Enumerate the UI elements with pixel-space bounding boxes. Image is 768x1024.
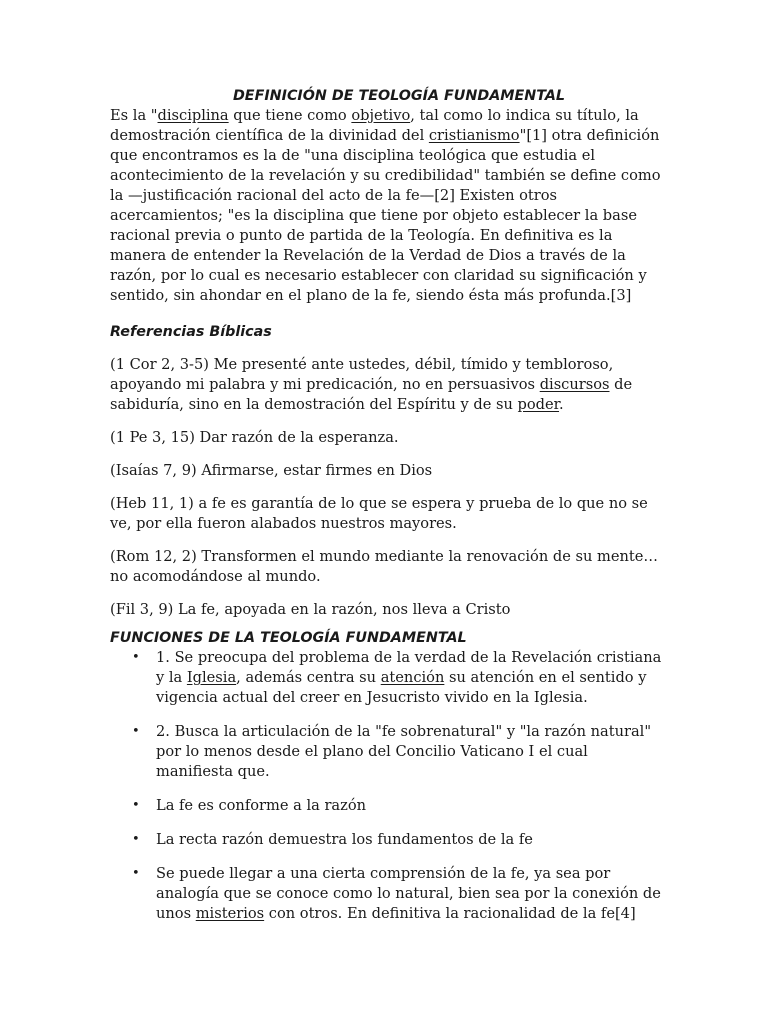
link-cristianismo[interactable]: cristianismo [428,127,520,144]
reference-1pe: (1 Pe 3, 15) Dar razón de la esperanza. [110,429,399,446]
link-atencion[interactable]: atención [380,669,445,686]
list-item: • 2. Busca la articulación de la "fe sobrenatural" y "la razón natural" por lo menos desde el plano del Concilio Vaticano I el cual manifiesta que. [110,722,668,782]
function-1-text-b: , además centra su [236,669,381,686]
function-5-text-a: Se puede llegar a una cierta comprensión de la fe, ya sea por analogía que se conoce como lo natural, bien sea por la conexión de unos [156,865,661,922]
reference-1cor-text-a: (1 Cor 2, 3-5) Me presenté ante ustedes, débil, tímido y tembloroso, apoyando mi palabra y mi predicación, no en persuasivos [110,356,614,393]
intro-text-3: , tal como lo indica su título, la demostración científica de la divinidad del [110,107,639,144]
function-5-text-b: con otros. En definitiva la racionalidad de la fe[4] [264,905,636,922]
reference-1cor-text-c: . [559,396,564,413]
link-disciplina[interactable]: disciplina [157,107,229,124]
functions-list [110,648,668,924]
reference-rom: (Rom 12, 2) Transformen el mundo mediante la renovación de su mente… no acomodándose al mundo. [110,548,658,585]
reference-isaias: (Isaías 7, 9) Afirmarse, estar firmes en Dios [110,462,433,479]
link-discursos[interactable]: discursos [539,376,610,393]
list-item [110,864,668,924]
functions-heading: FUNCIONES DE LA TEOLOGÍA FUNDAMENTAL [110,630,467,646]
link-iglesia[interactable]: Iglesia [186,669,237,686]
page-title: DEFINICIÓN DE TEOLOGÍA FUNDAMENTAL [232,88,566,104]
list-item: • La recta razón demuestra los fundamentos de la fe [110,830,668,850]
function-1-text-c: su atención en el sentido y vigencia actual del creer en Jesucristo vivido en la Iglesia. [156,669,647,706]
link-poder[interactable]: poder [517,396,560,413]
function-1-text-a: 1. Se preocupa del problema de la verdad de la Revelación cristiana y la [156,649,662,686]
list-item: • La fe es conforme a la razón [110,796,668,816]
intro-text-1: Es la " [110,107,158,124]
reference-1cor [110,355,668,415]
reference-1cor-text-b: de sabiduría, sino en la demostración del Espíritu y de su [110,376,633,413]
intro-text-4: "[1] otra definición que encontramos es la de "una disciplina teológica que estudia el acontecimiento de la revelación y su credibilidad" también se define como la —justificación racional del acto de la fe—[2] Existen otros acercamientos; "es la disciplina que tiene por objeto establecer la base racional previa o punto de partida de la Teología. En definitiva es la manera de entender la Revelación de la Verdad de Dios a través de la razón, por lo cual es necesario establecer con claridad su significación y sentido, sin ahondar en el plano de la fe, siendo ésta más profunda.[3] [110,127,661,304]
intro-text-2: que tiene como [228,107,352,124]
intro-paragraph [110,106,668,306]
link-objetivo[interactable]: objetivo [351,107,411,124]
reference-heb: (Heb 11, 1) a fe es garantía de lo que se espera y prueba de lo que no se ve, por ella fueron alabados nuestros mayores. [110,495,648,532]
list-item [110,648,668,708]
link-misterios[interactable]: misterios [195,905,265,922]
reference-fil: (Fil 3, 9) La fe, apoyada en la razón, nos lleva a Cristo [110,601,511,618]
references-heading: Referencias Bíblicas [110,324,272,340]
